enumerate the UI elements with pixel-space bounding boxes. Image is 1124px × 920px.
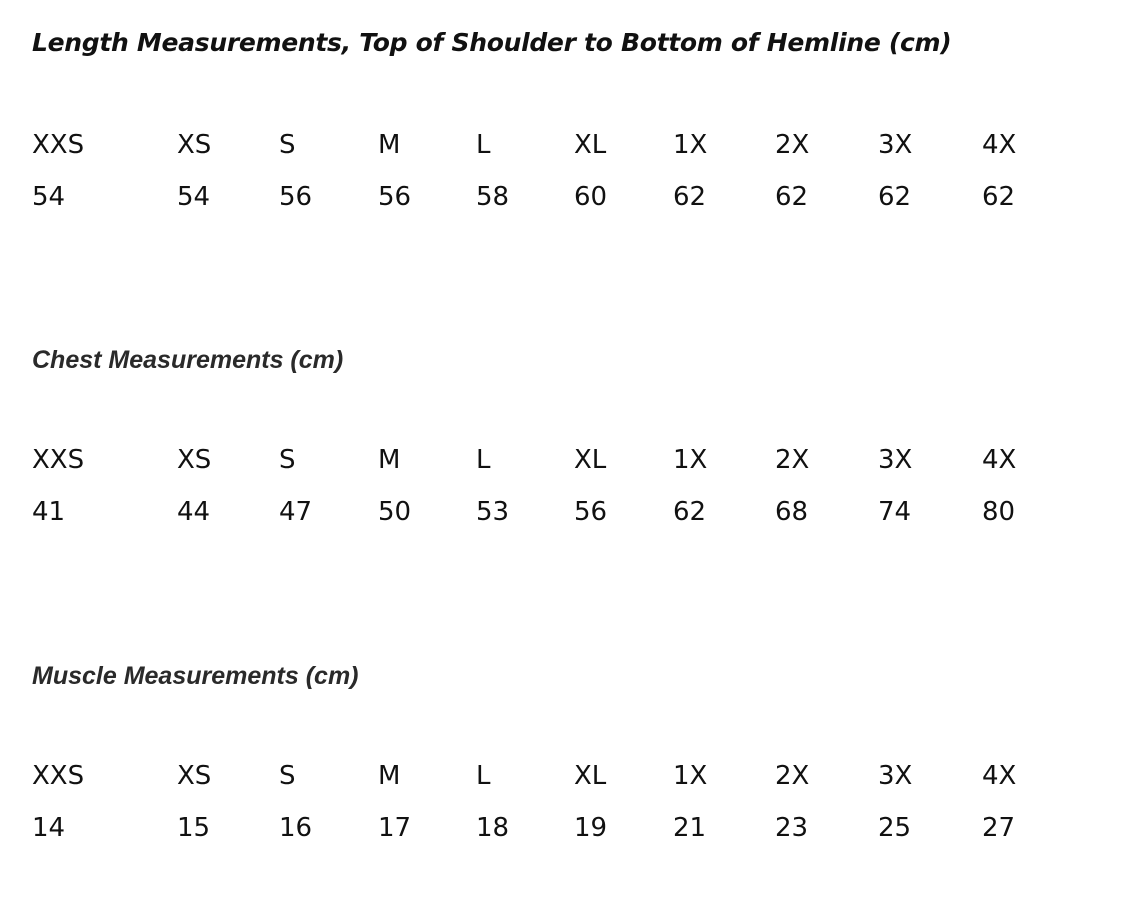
measurement-value: 56	[574, 497, 608, 527]
measurement-value: 58	[476, 182, 510, 212]
measurement-value: 74	[878, 497, 912, 527]
size-header-row	[32, 434, 1062, 486]
size-label: S	[279, 130, 296, 160]
size-label: XXS	[32, 130, 85, 160]
length-table	[32, 119, 1062, 223]
measurement-value: 25	[878, 813, 912, 843]
size-label: 2X	[775, 445, 810, 475]
chest-title: Chest Measurements (cm)	[32, 346, 344, 374]
size-label: L	[476, 130, 491, 160]
measurement-value: 50	[378, 497, 412, 527]
size-label: M	[378, 445, 401, 475]
measurement-value: 41	[32, 497, 66, 527]
size-label: XXS	[32, 445, 85, 475]
size-label: XS	[177, 761, 212, 791]
measurement-value: 19	[574, 813, 608, 843]
measurement-value: 17	[378, 813, 412, 843]
size-label: XS	[177, 445, 212, 475]
measurement-value: 68	[775, 497, 809, 527]
size-header-row	[32, 119, 1062, 171]
measurement-value: 27	[982, 813, 1016, 843]
length-section	[32, 28, 1092, 57]
size-label: 1X	[673, 761, 708, 791]
measurement-value: 62	[878, 182, 912, 212]
measurement-value: 56	[378, 182, 412, 212]
measurement-value: 54	[32, 182, 66, 212]
length-title: Length Measurements, Top of Shoulder to Bottom of Hemline (cm)	[32, 28, 952, 57]
measurement-value: 62	[673, 497, 707, 527]
size-label: 1X	[673, 130, 708, 160]
measurement-value: 53	[476, 497, 510, 527]
measurement-value: 80	[982, 497, 1016, 527]
measurement-value: 60	[574, 182, 608, 212]
measurement-value: 47	[279, 497, 313, 527]
size-label: 1X	[673, 445, 708, 475]
muscle-table	[32, 750, 1062, 854]
measurement-value: 56	[279, 182, 313, 212]
size-label: 4X	[982, 130, 1017, 160]
size-label: 3X	[878, 761, 913, 791]
size-label: XL	[574, 445, 607, 475]
measurement-value: 15	[177, 813, 211, 843]
measurement-value: 54	[177, 182, 211, 212]
size-label: XL	[574, 761, 607, 791]
size-label: M	[378, 130, 401, 160]
size-label: M	[378, 761, 401, 791]
measurement-value: 21	[673, 813, 707, 843]
chest-section	[32, 346, 1092, 375]
size-label: L	[476, 761, 491, 791]
size-label: 2X	[775, 761, 810, 791]
measurement-value: 23	[775, 813, 809, 843]
measurement-value: 14	[32, 813, 66, 843]
size-header-row	[32, 750, 1062, 802]
muscle-section	[32, 662, 1092, 691]
size-label: L	[476, 445, 491, 475]
size-label: 4X	[982, 761, 1017, 791]
size-label: 4X	[982, 445, 1017, 475]
chest-table	[32, 434, 1062, 538]
size-label: XL	[574, 130, 607, 160]
measurement-value: 16	[279, 813, 313, 843]
length-values-row	[32, 171, 1062, 223]
size-label: XS	[177, 130, 212, 160]
muscle-title: Muscle Measurements (cm)	[32, 662, 359, 690]
measurement-value: 18	[476, 813, 510, 843]
size-label: S	[279, 761, 296, 791]
measurement-value: 62	[982, 182, 1016, 212]
measurement-value: 62	[673, 182, 707, 212]
size-label: 2X	[775, 130, 810, 160]
size-label: 3X	[878, 130, 913, 160]
measurement-value: 62	[775, 182, 809, 212]
size-label: 3X	[878, 445, 913, 475]
chest-values-row	[32, 486, 1062, 538]
size-label: XXS	[32, 761, 85, 791]
muscle-values-row	[32, 802, 1062, 854]
measurement-value: 44	[177, 497, 211, 527]
size-label: S	[279, 445, 296, 475]
